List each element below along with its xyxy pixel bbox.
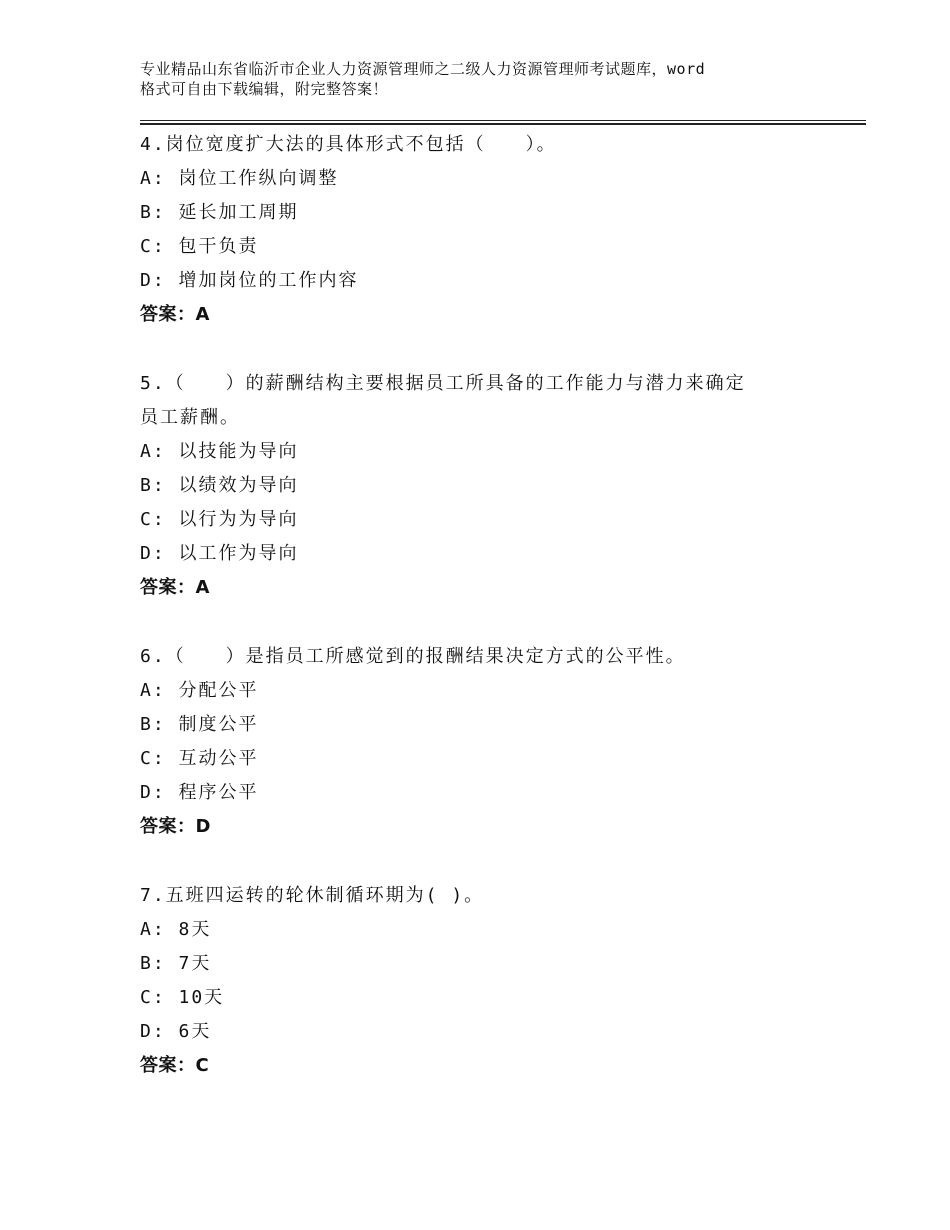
- question-block-7: [140, 879, 840, 1083]
- option-a: A: 岗位工作纵向调整: [140, 168, 339, 189]
- header-rule-thin: [140, 120, 866, 121]
- question-stem: 7.五班四运转的轮休制循环期为( )。: [140, 885, 485, 906]
- question-stem: 6.（ ）是指员工所感觉到的报酬结果决定方式的公平性。: [140, 646, 686, 667]
- document-header: [140, 59, 840, 99]
- question-block-4: [140, 128, 840, 332]
- header-line-1: 专业精品山东省临沂市企业人力资源管理师之二级人力资源管理师考试题库，word: [140, 60, 706, 78]
- question-block-6: [140, 640, 840, 844]
- question-stem-continuation: 员工薪酬。: [140, 407, 240, 428]
- option-c: C: 互动公平: [140, 748, 259, 769]
- header-rule-thick: [140, 123, 866, 125]
- option-a: A: 8天: [140, 919, 212, 940]
- option-d: D: 程序公平: [140, 782, 259, 803]
- question-block-5: [140, 367, 840, 605]
- option-b: B: 延长加工周期: [140, 202, 299, 223]
- option-c: C: 10天: [140, 987, 225, 1008]
- option-d: D: 以工作为导向: [140, 543, 299, 564]
- option-b: B: 以绩效为导向: [140, 475, 299, 496]
- answer-label: 答案：A: [140, 304, 210, 325]
- option-c: C: 包干负责: [140, 236, 259, 257]
- option-d: D: 增加岗位的工作内容: [140, 270, 359, 291]
- answer-label: 答案：C: [140, 1055, 210, 1076]
- answer-label: 答案：D: [140, 816, 211, 837]
- option-b: B: 7天: [140, 953, 212, 974]
- option-a: A: 以技能为导向: [140, 441, 299, 462]
- option-a: A: 分配公平: [140, 680, 259, 701]
- question-stem: 4.岗位宽度扩大法的具体形式不包括（ ）。: [140, 134, 557, 155]
- header-line-2: 格式可自由下载编辑，附完整答案！: [140, 80, 389, 98]
- option-d: D: 6天: [140, 1021, 212, 1042]
- option-b: B: 制度公平: [140, 714, 259, 735]
- answer-label: 答案：A: [140, 577, 210, 598]
- option-c: C: 以行为为导向: [140, 509, 299, 530]
- question-stem: 5.（ ）的薪酬结构主要根据员工所具备的工作能力与潜力来确定: [140, 373, 746, 394]
